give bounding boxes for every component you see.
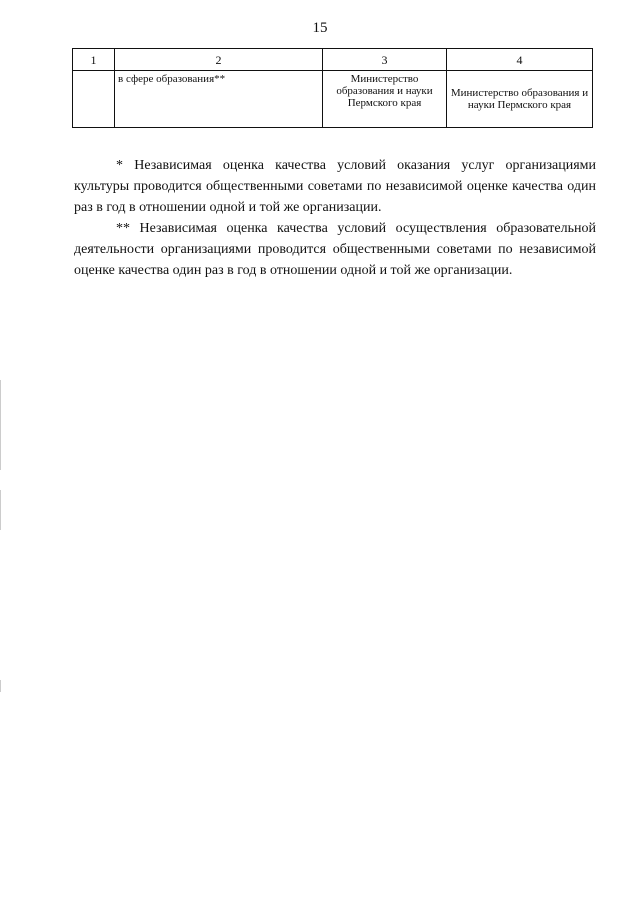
column-header-1: 1 <box>73 49 115 71</box>
table-row <box>73 71 593 128</box>
column-header-4: 4 <box>447 49 593 71</box>
scan-edge-mark <box>0 680 1 692</box>
table-cell-responsible-body: Министерство образования и науки Пермского края <box>323 71 447 128</box>
scan-edge-mark <box>0 490 1 530</box>
scan-edge-mark <box>0 380 1 470</box>
table-cell-sphere: в сфере образования** <box>115 71 323 128</box>
table-header-row <box>73 49 593 71</box>
column-header-2: 2 <box>115 49 323 71</box>
table-cell-authorized-body: Министерство образования и науки Пермского края <box>447 71 593 128</box>
footnotes-section <box>74 155 596 281</box>
page-number: 15 <box>312 20 328 36</box>
column-header-3: 3 <box>323 49 447 71</box>
table-cell-number <box>73 71 115 128</box>
footnote-culture: * Независимая оценка качества условий оказания услуг организациями культуры проводится общественными советами по независимой оценке качества один раз в год в отношении одной и той же организации. <box>74 158 596 215</box>
footnote-education: ** Независимая оценка качества условий осуществления образовательной деятельности организациями проводится общественными советами по независимой оценке качества один раз в год в отношении одной и той же организации. <box>74 221 596 278</box>
document-table <box>72 48 593 128</box>
